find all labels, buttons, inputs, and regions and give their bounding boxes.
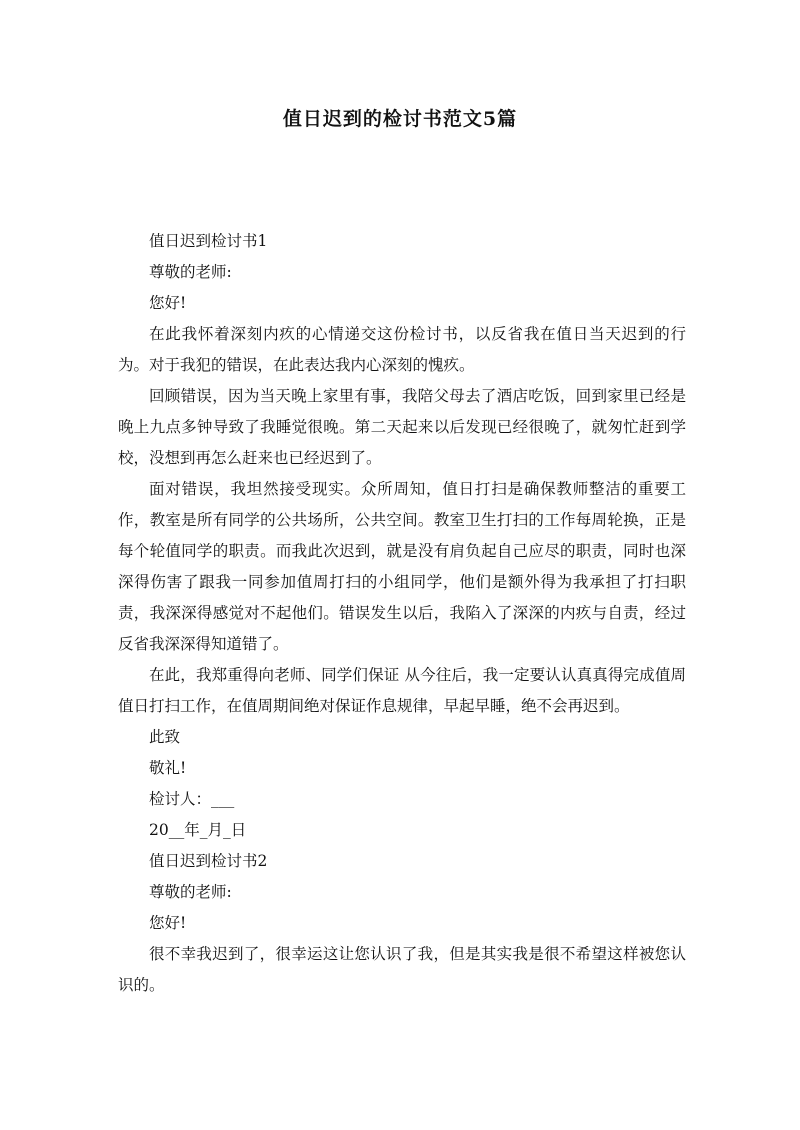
document-body [118,226,686,1001]
section-heading-2: 值日迟到检讨书2 [149,852,268,870]
body-paragraph: 在此我怀着深刻内疚的心情递交这份检讨书，以反省我在值日当天迟到的行为。对于我犯的错误，在此表达我内心深刻的愧疚。 [118,325,686,374]
closing-line: 此致 [149,728,181,746]
body-paragraph: 很不幸我迟到了，很幸运这让您认识了我，但是其实我是很不希望这样被您认识的。 [118,945,686,994]
signature-line: 检讨人：___ [149,790,235,808]
salutation: 尊敬的老师: [149,883,232,901]
body-paragraph: 在此，我郑重得向老师、同学们保证 从今往后，我一定要认认真真得完成值周值日打扫工作，在值周期间绝对保证作息规律，早起早睡，绝不会再迟到。 [118,666,686,715]
closing-regards: 敬礼! [149,759,187,777]
date-line: 20__年_月_日 [149,821,247,839]
salutation: 尊敬的老师: [149,263,232,281]
body-paragraph: 面对错误，我坦然接受现实。众所周知，值日打扫是确保教师整洁的重要工作，教室是所有同学的公共场所，公共空间。教室卫生打扫的工作每周轮换，正是每个轮值同学的职责。而我此次迟到，就是没有肩负起自己应尽的职责，同时也深深得伤害了跟我一同参加值周打扫的小组同学，他们是额外得为我承担了打扫职责，我深深得感觉对不起他们。错误发生以后，我陷入了深深的内疚与自责，经过反省我深深得知道错了。 [118,480,686,653]
greeting: 您好! [149,294,187,312]
document-title: 值日迟到的检讨书范文5篇 [282,108,518,130]
greeting: 您好! [149,914,187,932]
section-heading-1: 值日迟到检讨书1 [149,232,268,250]
body-paragraph: 回顾错误，因为当天晚上家里有事，我陪父母去了酒店吃饭，回到家里已经是晚上九点多钟导致了我睡觉很晚。第二天起来以后发现已经很晚了，就匆忙赶到学校，没想到再怎么赶来也已经迟到了。 [118,387,686,467]
